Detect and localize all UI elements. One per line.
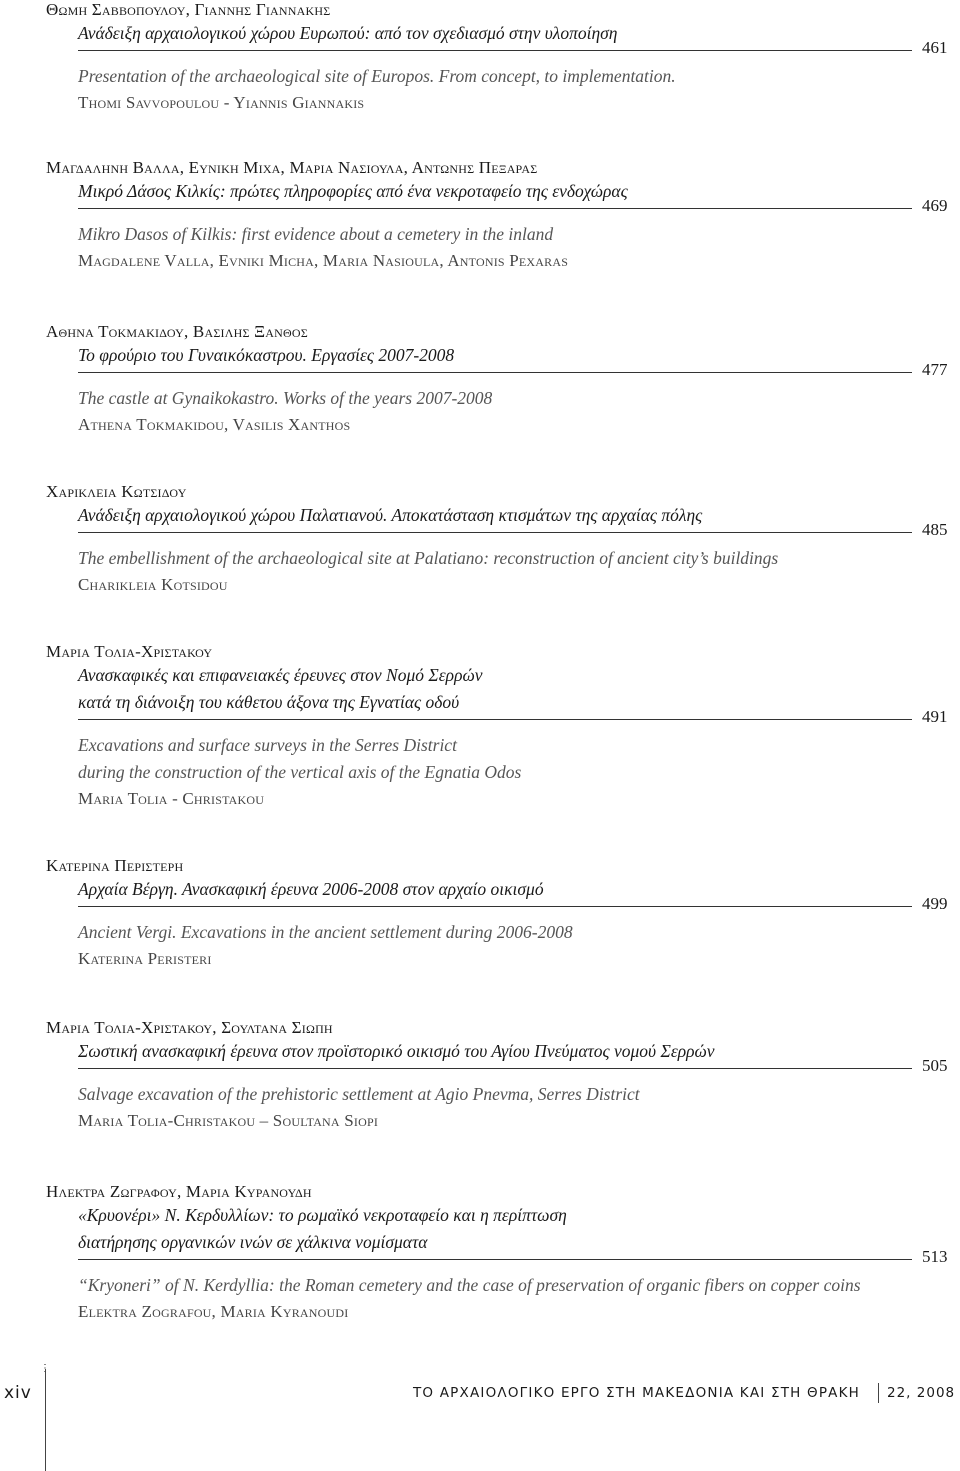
article-title-greek: Το φρούριο του Γυναικόκαστρου. Εργασίες 2007-2008 bbox=[78, 345, 455, 365]
article-title-greek: διατήρησης οργανικών ινών σε χάλκινα νομίσματα bbox=[78, 1232, 428, 1252]
page-footer bbox=[0, 1355, 960, 1470]
page-number: 499 bbox=[922, 894, 948, 913]
author-names-english: Magdalene Valla, Evniki Micha, Maria Nasioula, Antonis Pexaras bbox=[78, 251, 569, 270]
author-names-greek: Ηλεκτρα Ζωγραφου, Μαρια Κυρανουδη bbox=[46, 1182, 312, 1201]
page-number: 491 bbox=[922, 707, 948, 726]
article-title-greek: Αρχαία Βέργη. Ανασκαφική έρευνα 2006-2008 στον αρχαίο οικισμό bbox=[78, 879, 544, 899]
article-title-greek: Ανασκαφικές και επιφανειακές έρευνες στον Νομό Σερρών bbox=[78, 665, 483, 685]
page-number: 477 bbox=[922, 360, 948, 379]
article-title-english: Ancient Vergi. Excavations in the ancient settlement during 2006-2008 bbox=[78, 922, 573, 942]
footer-separator bbox=[878, 1383, 879, 1403]
article-title-greek: «Κρυονέρι» Ν. Κερδυλλίων: το ρωμαϊκό νεκροταφείο και η περίπτωση bbox=[78, 1205, 567, 1225]
article-title-english: The castle at Gynaikokastro. Works of the years 2007-2008 bbox=[78, 388, 493, 408]
page-number: 469 bbox=[922, 196, 948, 215]
page-number: 505 bbox=[922, 1056, 948, 1075]
title-divider bbox=[78, 1259, 912, 1260]
author-names-english: Thomi Savvopoulou - Yiannis Giannakis bbox=[78, 93, 365, 112]
author-names-english: Katerina Peristeri bbox=[78, 949, 212, 968]
article-title-english: during the construction of the vertical axis of the Egnatia Odos bbox=[78, 762, 522, 782]
article-title-greek: Ανάδειξη αρχαιολογικού χώρου Ευρωπού: από τον σχεδιασμό στην υλοποίηση bbox=[78, 23, 618, 43]
page-number-roman: xiv bbox=[4, 1383, 32, 1403]
title-divider bbox=[78, 532, 912, 533]
crop-mark-icon: ⋮ bbox=[40, 1363, 50, 1374]
author-names-english: Athena Tokmakidou, Vasilis Xanthos bbox=[78, 415, 351, 434]
author-names-english: Maria Tolia - Christakou bbox=[78, 789, 265, 808]
title-divider bbox=[78, 906, 912, 907]
journal-title: ΤΟ ΑΡΧΑΙΟΛΟΓΙΚΟ ΕΡΓΟ ΣΤΗ ΜΑΚΕΔΟΝΙΑ ΚΑΙ ΣΤΗ ΘΡΑΚΗ bbox=[412, 1385, 860, 1401]
article-title-greek: κατά τη διάνοιξη του κάθετου άξονα της Εγνατίας οδού bbox=[78, 692, 460, 712]
title-divider bbox=[78, 208, 912, 209]
article-title-greek: Μικρό Δάσος Κιλκίς: πρώτες πληροφορίες από ένα νεκροταφείο της ενδοχώρας bbox=[78, 181, 628, 201]
article-title-english: Excavations and surface surveys in the Serres District bbox=[78, 735, 457, 755]
article-title-english: Mikro Dasos of Kilkis: first evidence about a cemetery in the inland bbox=[78, 224, 554, 244]
author-names-greek: Χαρικλεια Κωτσιδου bbox=[46, 482, 187, 501]
title-divider bbox=[78, 719, 912, 720]
title-divider bbox=[78, 1068, 912, 1069]
article-title-english: Presentation of the archaeological site of Europos. From concept, to implementation. bbox=[78, 66, 676, 86]
page-number: 461 bbox=[922, 38, 948, 57]
journal-issue: 22, 2008 bbox=[887, 1385, 956, 1401]
author-names-greek: Κατερινα Περιστερη bbox=[46, 856, 184, 875]
page-number: 513 bbox=[922, 1247, 948, 1266]
article-title-english: The embellishment of the archaeological site at Palatiano: reconstruction of ancient city’s buildings bbox=[78, 548, 779, 568]
page-number: 485 bbox=[922, 520, 948, 539]
article-title-english: “Kryoneri” of N. Kerdyllia: the Roman cemetery and the case of preservation of organic fibers on copper coins bbox=[78, 1275, 861, 1295]
title-divider bbox=[78, 50, 912, 51]
article-title-greek: Σωστική ανασκαφική έρευνα στον προϊστορικό οικισμό του Αγίου Πνεύματος νομού Σερρών bbox=[78, 1041, 715, 1061]
footer-divider bbox=[45, 1369, 46, 1471]
author-names-english: Maria Tolia-Christakou – Soultana Siopi bbox=[78, 1111, 379, 1130]
author-names-greek: Μαγδαληνη Βαλλα, Ευνικη Μιχα, Μαρια Νασιουλα, Αντωνης Πεξαρας bbox=[46, 158, 538, 177]
author-names-greek: Θωμη Σαββοπουλου, Γιαννης Γιαννακης bbox=[46, 0, 331, 19]
title-divider bbox=[78, 372, 912, 373]
author-names-greek: Μαρια Τολια-Χριστακου bbox=[46, 642, 213, 661]
author-names-english: Charikleia Kotsidou bbox=[78, 575, 228, 594]
author-names-greek: Μαρια Τολια-Χριστακου, Σουλτανα Σιωπη bbox=[46, 1018, 333, 1037]
author-names-english: Elektra Zografou, Maria Kyranoudi bbox=[78, 1302, 349, 1321]
article-title-greek: Ανάδειξη αρχαιολογικού χώρου Παλατιανού. Αποκατάσταση κτισμάτων της αρχαίας πόλης bbox=[78, 505, 703, 525]
article-title-english: Salvage excavation of the prehistoric settlement at Agio Pnevma, Serres District bbox=[78, 1084, 640, 1104]
author-names-greek: Αθηνα Τοκμακιδου, Βασιλης Ξανθος bbox=[46, 322, 308, 341]
